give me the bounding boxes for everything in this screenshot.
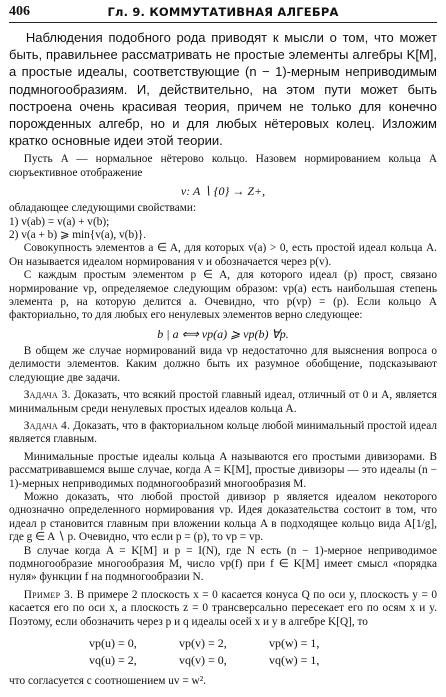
property-1: 1) v(ab) = v(a) + v(b); bbox=[9, 215, 110, 228]
example-3 bbox=[9, 589, 437, 629]
ideal-paragraph: Совокупность элементов a ∈ A, для которых v(a) > 0, есть простой идеал кольца A. Он называется идеалом нормирования v и обозначается через p(v). bbox=[9, 242, 437, 268]
page-number: 406 bbox=[9, 4, 30, 19]
task-4-text: Доказать, что в факториальном кольце любой минимальный простой идеал является главным. bbox=[9, 419, 438, 446]
prime-paragraph: С каждым простым элементом p ∈ A, для которого идеал (p) прост, связано нормирование vp, определяемое следующим образом: vp(a) есть наибольшая степень элемента p, на которую делится a. Очевидно, что p(vp) = (p). Если кольцо A факториально, то для любых его ненулевых элементов верно следующее: bbox=[9, 269, 437, 322]
value-cell: vp(u) = 0, bbox=[89, 636, 137, 651]
task-3 bbox=[9, 389, 437, 416]
example-3-text: В примере 2 плоскость x = 0 касается конуса Q по оси y, плоскость y = 0 касается его по оси x, а плоскость z = 0 трансверсально пересекает его по осям x и y. Поэтому, если обозначить через p и q идеалы осей x и y в алгебре K[Q], то bbox=[9, 588, 437, 628]
running-title: Гл. 9. КОММУТАТИВНАЯ АЛГЕБРА bbox=[107, 5, 339, 19]
definition-paragraph: Пусть A — нормальное нётерово кольцо. Назовем нормированием кольца A сюръективное отображение bbox=[9, 153, 437, 179]
values-row-p bbox=[89, 635, 437, 652]
task-4-label: Задача 4. bbox=[23, 419, 71, 432]
task-4 bbox=[9, 420, 437, 447]
value-cell: vq(v) = 0, bbox=[179, 653, 227, 668]
norm-formula: v: A ∖ {0} → Z+, bbox=[180, 184, 266, 199]
lead-paragraph: Наблюдения подобного рода приводят к мысли о том, что может быть, правильнее рассматривать не простые элементы алгебры K[M], а простые идеалы, соответствующие (n − 1)-мерным неприводимым подмногообразиям. И, действительно, на этом пути может быть построена очень красивая теория, причем не только для конечно порожденных алгебр, но и для любых нётеровых колец. Изложим кратко основные идеи этой теории. bbox=[9, 30, 437, 149]
valuation-values bbox=[89, 635, 437, 669]
value-cell: vq(u) = 2, bbox=[89, 653, 137, 668]
properties-list bbox=[9, 216, 437, 243]
divisors-paragraph: Минимальные простые идеалы кольца A называются его простыми дивизорами. В рассматривавшемся выше случае, когда A = K[M], простые дивизоры — это идеалы (n − 1)-мерных неприводимых подмногообразий многообразия M. bbox=[9, 450, 437, 490]
value-cell: vp(v) = 2, bbox=[179, 636, 227, 651]
values-row-q bbox=[89, 652, 437, 669]
page-header bbox=[9, 4, 437, 22]
claim-paragraph: Можно доказать, что любой простой дивизор p является идеалом некоторого однозначно определенного нормирования vp. Идея доказательства состоит в том, что идеал p становится главным при вложении кольца A в подходящее кольцо вида A[1/g], где g ∈ A ∖ p. Очевидно, что если p = (p), то vp = vp. bbox=[9, 490, 437, 544]
task-3-label: Задача 3. bbox=[23, 389, 71, 402]
value-cell: vp(w) = 1, bbox=[269, 636, 320, 651]
divisibility-formula: b | a ⟺ vp(a) ⩾ vp(b) ∀p. bbox=[157, 326, 289, 341]
property-2: 2) v(a + b) ⩾ min{v(a), v(b)}. bbox=[9, 229, 147, 242]
header-rule bbox=[9, 22, 437, 23]
example-3-label: Пример 3. bbox=[23, 588, 74, 601]
task-3-text: Доказать, что всякий простой главный идеал, отличный от 0 и A, является минимальным среди ненулевых простых идеалов кольца A. bbox=[9, 389, 437, 415]
page-body bbox=[9, 29, 437, 688]
properties-intro: обладающее следующими свойствами: bbox=[9, 202, 197, 215]
value-cell: vq(w) = 1, bbox=[269, 653, 320, 668]
case-paragraph: В случае когда A = K[M] и p = I(N), где N есть (n − 1)-мерное неприводимое подмногообразие многообразия M, число vp(f) при f ∈ K[M] имеет смысл «порядка нуля» функции f на подмногообразии N. bbox=[9, 544, 437, 584]
closing-line: что согласуется с соотношением uv = w². bbox=[9, 675, 206, 688]
general-paragraph: В общем же случае нормирований вида vp недостаточно для выяснения вопроса о делимости элементов. Каким должно быть их разумное обобщение, подсказывают следующие две задачи. bbox=[9, 344, 437, 384]
